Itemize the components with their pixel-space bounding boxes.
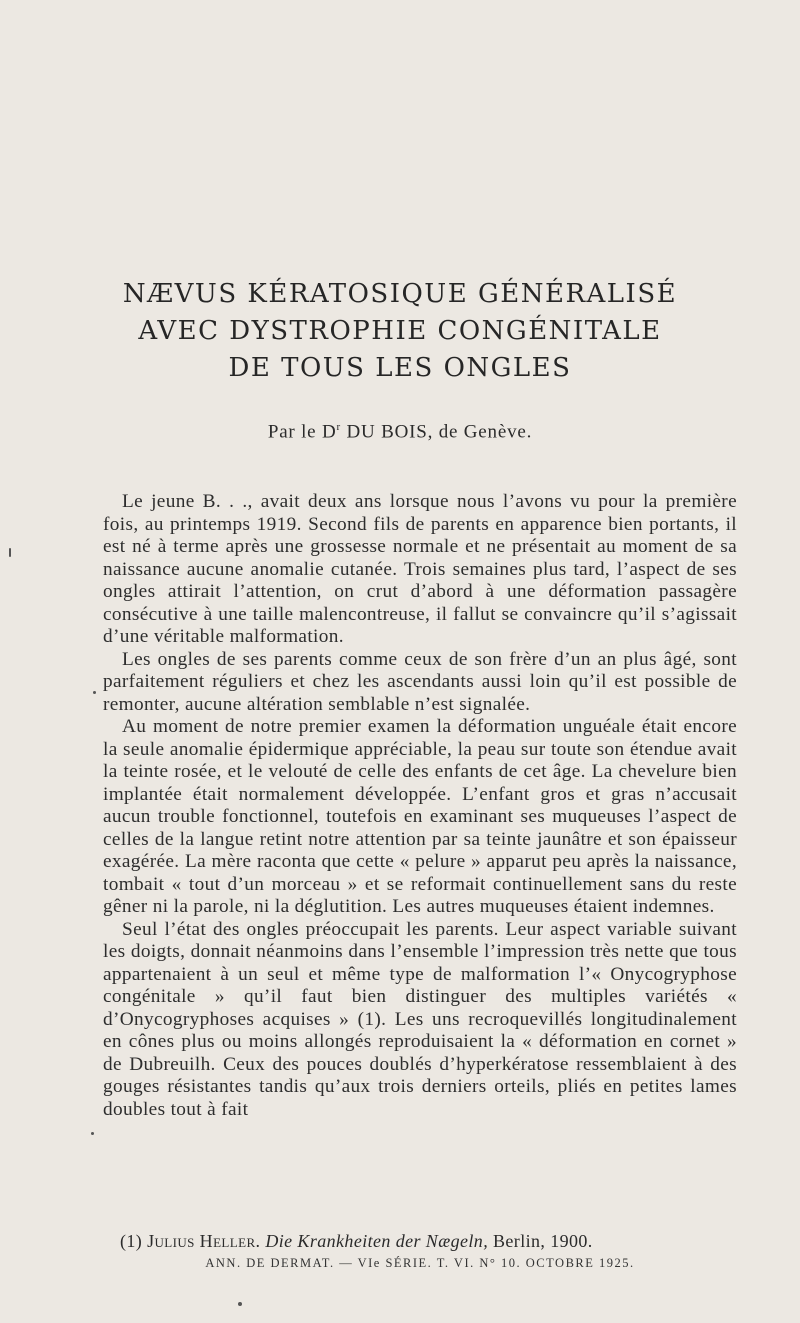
author-line xyxy=(120,421,680,443)
margin-mark xyxy=(9,548,11,557)
footnote-place-year: Berlin, 1900. xyxy=(488,1231,593,1251)
journal-reference: ANN. DE DERMAT. — VIe SÉRIE. T. VI. N° 10. OCTOBRE 1925. xyxy=(205,1256,635,1270)
footnote-number: (1) xyxy=(120,1231,148,1251)
margin-speck xyxy=(91,1132,94,1135)
article-body xyxy=(103,491,737,1121)
page-speck xyxy=(238,1302,242,1306)
author-prefix: Par le D xyxy=(267,421,337,443)
paragraph-3: Au moment de notre premier examen la déformation unguéale était encore la seule anomalie épidermique appréciable, la peau sur toute son étendue avait la teinte rosée, et le velouté de celle des enfants de cet âge. La chevelure bien implantée était normalement développée. L’enfant gros et gras n’accusait aucun trouble fonctionnel, toutefois en examinant ses muqueuses l’aspect de celles de la langue retint notre attention par sa teinte jaunâtre et son épaisseur exagérée. La mère raconta que cette « pelure » apparut peu après la naissance, tombait « tout d’un morceau » et se reformait continuellement sans du reste gêner ni la parole, ni la déglutition. Les autres muqueuses étaient indemnes. xyxy=(103,716,737,917)
footnote xyxy=(120,1231,740,1252)
title-line-2: AVEC DYSTROPHIE CONGÉNITALE xyxy=(138,316,662,346)
title-line-3: DE TOUS LES ONGLES xyxy=(228,353,572,383)
footnote-work: Die Krankheiten der Nægeln, xyxy=(265,1231,489,1251)
article-title xyxy=(120,276,680,387)
footnote-author: Julius Heller. xyxy=(147,1231,261,1251)
paragraph-4: Seul l’état des ongles préoccupait les parents. Leur aspect variable suivant les doigts, donnait néanmoins dans l’ensemble l’impression très nette que tous appartenaient à un seul et même type de malformation l’« Onycogryphose congénitale » qu’il faut bien distinguer des multiples variétés « d’Onycogryphoses acquises » (1). Les uns recroquevillés longitudinalement en cônes plus ou moins allongés reproduisaient la « déformation en cornet » de Dubreuilh. Ceux des pouces doublés d’hyperkératose ressemblaient à des gouges résistantes tandis qu’aux trois derniers orteils, pliés en petites lames doubles tout à fait xyxy=(103,918,737,1120)
author-title-sup: r xyxy=(336,421,341,433)
margin-speck xyxy=(93,691,96,694)
paragraph-2: Les ongles de ses parents comme ceux de son frère d’un an plus âgé, sont parfaitement réguliers et chez les ascendants aussi loin qu’il est possible de remonter, aucune altération semblable n’est signalée. xyxy=(103,648,737,715)
paragraph-1: Le jeune B. . ., avait deux ans lorsque nous l’avons vu pour la première fois, au printemps 1919. Second fils de parents en apparence bien portants, il est né à terme après une grossesse normale et ne présentait au moment de sa naissance aucune anomalie cutanée. Trois semaines plus tard, l’aspect de ses ongles attirait l’attention, on crut d’abord à une déformation passagère consécutive à une taille malencontreuse, il fallut se convaincre qu’il s’agissait d’une véritable malformation. xyxy=(103,491,737,647)
author-name: DU BOIS, de Genève. xyxy=(340,421,533,443)
title-line-1: NÆVUS KÉRATOSIQUE GÉNÉRALISÉ xyxy=(122,279,678,309)
